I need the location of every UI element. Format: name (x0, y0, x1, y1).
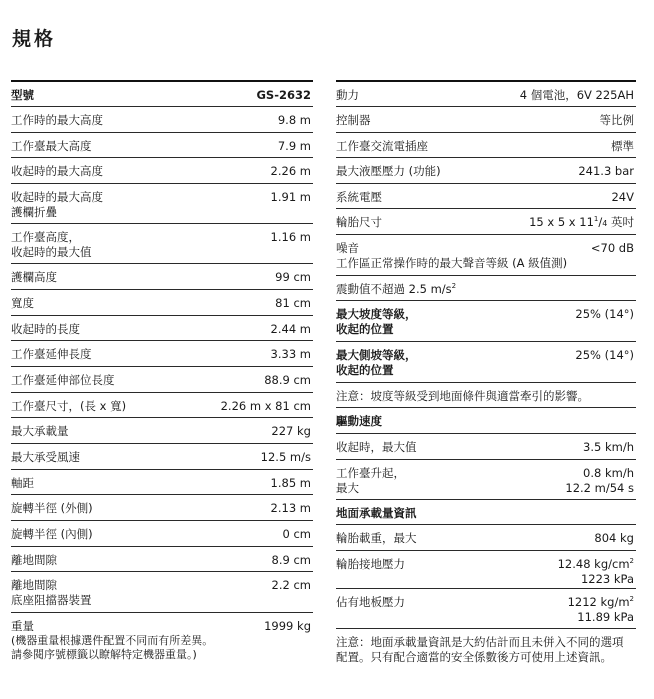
spec-row-max-platform-height (11, 132, 313, 157)
spec-sublabel: 收起的位置 (336, 322, 394, 336)
spec-sublabel: (機器重量根據選件配置不同而有所差異。 (11, 634, 214, 647)
note-text: 注意：地面承載量資訊是大約估計而且未併入不同的選項配置。只有配合適當的安全係數後方可使用上述資訊。 (336, 635, 624, 664)
spec-label: 離地間隙 (11, 553, 57, 567)
spec-value: GS-2632 (256, 88, 311, 102)
spec-sublabel: 護欄折疊 (11, 205, 57, 219)
spec-row-system-voltage (336, 183, 636, 208)
note-text: 注意：坡度等級受到地面條件與適當牽引的影響。 (336, 389, 589, 403)
spec-label: 軸距 (11, 476, 34, 490)
specs-left-column (11, 80, 313, 670)
spec-label: 工作臺最大高度 (11, 139, 92, 153)
spec-value: 7.9 m (277, 139, 311, 153)
spec-label: 控制器 (336, 113, 371, 127)
spec-value: 24V (611, 190, 634, 204)
floor-loading-section-title (336, 499, 636, 524)
spec-value (568, 595, 634, 610)
spec-value: 25% (14°) (575, 348, 634, 362)
spec-row-extension-deck-length (11, 366, 313, 392)
spec-row-platform-height-stowed (11, 223, 313, 263)
spec-label: 收起時的長度 (11, 322, 80, 336)
spec-sublabel: 工作區正常操作時的最大聲音等級 (A 級值測) (336, 256, 568, 270)
spec-label: 工作臺高度， (11, 230, 80, 244)
spec-value: 25% (14°) (575, 307, 634, 321)
spec-value: 標準 (611, 139, 634, 153)
spec-label: 收起時，最大值 (336, 440, 417, 454)
spec-label: 離地間隙 (11, 578, 57, 592)
spec-value: <70 dB (590, 241, 634, 255)
spec-row-max-wind-speed (11, 443, 313, 469)
spec-label: 工作時的最大高度 (11, 113, 103, 127)
spec-value: 804 kg (594, 531, 634, 545)
spec-label: 噪音 (336, 241, 359, 255)
spec-label: 工作臺尺寸，(長 x 寬) (11, 399, 127, 413)
spec-row-platform-extended-length (11, 340, 313, 366)
spec-row-tire-load (336, 524, 636, 550)
pressure-value: 12.48 kg/cm (557, 557, 630, 571)
spec-value: 1.85 m (270, 476, 311, 490)
spec-row-width (11, 289, 313, 315)
spec-label: 系統電壓 (336, 190, 382, 204)
spec-label: 工作臺交流電插座 (336, 139, 428, 153)
specs-right-column (336, 80, 636, 688)
spec-value: 1.16 m (270, 230, 311, 244)
spec-value: 12.5 m/s (260, 450, 311, 464)
spec-value: 88.9 cm (264, 373, 311, 387)
floor-loading-note (336, 628, 636, 688)
spec-row-guardrail-height (11, 263, 313, 289)
spec-row-max-working-height (11, 106, 313, 132)
fraction-numerator: 1 (593, 215, 599, 224)
spec-value: 1999 kg (264, 619, 311, 633)
spec-value: 3.5 km/h (583, 440, 634, 454)
fraction-denominator: 4 (602, 219, 608, 228)
spec-row-tire-contact-pressure (336, 550, 636, 588)
spec-row-drive-speed-raised (336, 459, 636, 499)
spec-sublabel: 請參閱序號標籤以瞭解特定機器重量。) (11, 648, 197, 661)
spec-row-hydraulic-pressure (336, 157, 636, 183)
spec-label: 工作臺升起， (336, 466, 405, 480)
spec-label: 輪胎尺寸 (336, 215, 382, 229)
spec-value: 227 kg (271, 424, 311, 438)
spec-value: 2.13 m (270, 501, 311, 515)
spec-row-weight (11, 612, 313, 670)
spec-value: 0 cm (282, 527, 311, 541)
spec-label (336, 282, 456, 297)
spec-label: 寬度 (11, 296, 34, 310)
spec-label: 佔有地板壓力 (336, 595, 405, 609)
spec-row-wheelbase (11, 469, 313, 494)
spec-label: 旋轉半徑 (內側) (11, 527, 93, 541)
unit-superscript: 2 (629, 557, 634, 566)
spec-value: 2.44 m (270, 322, 311, 336)
spec-row-ground-clearance (11, 546, 313, 571)
pressure-value: 1212 kg/m (567, 595, 630, 609)
spec-sublabel: 收起的位置 (336, 363, 394, 377)
spec-label: 型號 (11, 88, 34, 102)
vibration-text: 震動值不超過 2.5 m/s (336, 282, 452, 296)
spec-row-side-slope (336, 341, 636, 382)
spec-row-noise-level (336, 234, 636, 275)
spec-label: 收起時的最大高度 (11, 190, 103, 204)
spec-sublabel: 底座阻擋器裝置 (11, 593, 92, 607)
spec-row-tire-size (336, 208, 636, 234)
tire-size-base: 15 x 5 x 11 (529, 215, 594, 229)
spec-value: 81 cm (275, 296, 311, 310)
slope-note (336, 382, 636, 407)
spec-value: 等比例 (599, 113, 634, 127)
drive-speed-section-title (336, 407, 636, 433)
spec-value: 8.9 cm (271, 553, 311, 567)
tire-size-unit: 英吋 (607, 215, 634, 229)
spec-row-turning-radius-inside (11, 520, 313, 546)
spec-label: 護欄高度 (11, 270, 57, 284)
vibration-superscript: 2 (451, 282, 457, 291)
spec-row-max-load-capacity (11, 417, 313, 443)
section-title: 驅動速度 (336, 414, 382, 428)
spec-label: 旋轉半徑 (外側) (11, 501, 93, 515)
spec-label: 最大液壓壓力 (功能) (336, 164, 441, 178)
spec-label: 動力 (336, 88, 359, 102)
spec-label: 工作臺延伸部位長度 (11, 373, 115, 387)
spec-value (558, 557, 634, 572)
spec-row-vibration (336, 275, 636, 300)
spec-label: 重量 (11, 619, 34, 633)
spec-value-secondary: 12.2 m/54 s (565, 481, 634, 495)
spec-row-platform-dimensions (11, 392, 313, 417)
section-title: 地面承載量資訊 (336, 506, 417, 520)
spec-value: 2.26 m x 81 cm (220, 399, 311, 413)
spec-value: 4 個電池，6V 225AH (519, 88, 634, 102)
page-title: 規格 (12, 28, 57, 50)
spec-row-stowed-length (11, 315, 313, 340)
spec-label: 輪胎接地壓力 (336, 557, 405, 571)
spec-label: 最大承受風速 (11, 450, 80, 464)
unit-superscript: 2 (629, 595, 634, 604)
spec-row-occupied-floor-pressure (336, 588, 636, 628)
spec-row-model (11, 80, 313, 106)
spec-row-stowed-height-rails-folded (11, 183, 313, 223)
spec-value: 241.3 bar (578, 164, 634, 178)
spec-row-power-source (336, 80, 636, 106)
spec-value-secondary: 1223 kPa (580, 572, 634, 586)
spec-label: 最大承載量 (11, 424, 69, 438)
spec-row-ac-outlet (336, 132, 636, 157)
spec-value: 15 x 5 x $11^1/4$ 英吋 (529, 215, 634, 229)
spec-value: 99 cm (275, 270, 311, 284)
spec-value: 1.91 m (270, 190, 311, 204)
spec-row-ground-clearance-pothole (11, 571, 313, 612)
spec-value-secondary: 11.89 kPa (577, 610, 634, 624)
spec-sublabel: 收起時的最大值 (11, 245, 92, 259)
spec-row-drive-speed-stowed (336, 433, 636, 459)
spec-value: 2.26 m (270, 164, 311, 178)
spec-row-gradeability (336, 300, 636, 341)
spec-value: 3.33 m (270, 347, 311, 361)
spec-value: 9.8 m (277, 113, 311, 127)
spec-label: 輪胎載重，最大 (336, 531, 417, 545)
spec-label: 最大側坡等級， (336, 348, 417, 362)
spec-label: 最大坡度等級， (336, 307, 417, 321)
spec-sublabel: 最大 (336, 481, 359, 495)
spec-row-turning-radius-outside (11, 494, 313, 520)
spec-label: 工作臺延伸長度 (11, 347, 92, 361)
spec-value: 0.8 km/h (583, 466, 634, 480)
spec-row-controls (336, 106, 636, 132)
spec-label: 收起時的最大高度 (11, 164, 103, 178)
spec-row-max-stowed-height (11, 157, 313, 183)
spec-value: 2.2 cm (271, 578, 311, 592)
